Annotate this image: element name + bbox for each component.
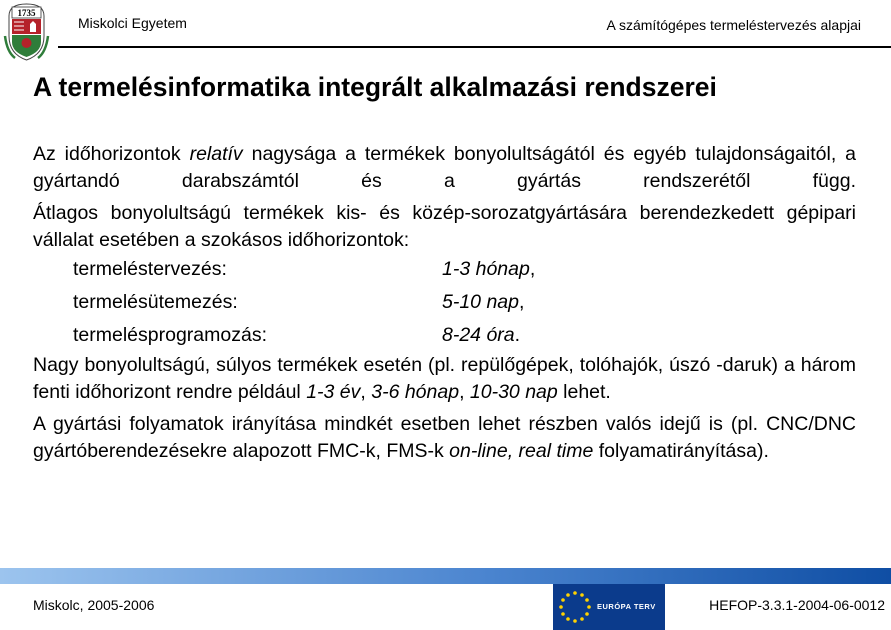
paragraph-realtime-control — [33, 411, 856, 464]
slide-body — [33, 141, 856, 470]
europa-terv-logo — [553, 584, 665, 630]
schedule-value-text: 1-3 hónap — [442, 258, 530, 281]
italic-term: relatív — [189, 143, 243, 165]
schedule-label: termelésütemezés: — [73, 291, 238, 314]
schedule-row — [33, 319, 856, 352]
schedule-value — [442, 322, 520, 349]
separator: , — [459, 380, 470, 403]
footer-location-date: Miskolc, 2005-2006 — [33, 597, 155, 613]
schedule-label: termeléstervezés: — [73, 258, 227, 281]
italic-term: on-line, real time — [449, 439, 594, 462]
italic-term: 1-3 év — [306, 380, 361, 403]
schedule-row — [33, 253, 856, 286]
italic-term: 3-6 hónap — [371, 380, 460, 403]
schedule-value — [442, 256, 535, 283]
separator: , — [360, 380, 372, 403]
schedule-value — [442, 289, 524, 316]
schedule-suffix: . — [514, 324, 521, 347]
svg-text:1735: 1735 — [17, 8, 36, 18]
italic-term: 10-30 nap — [469, 380, 558, 403]
university-crest-logo — [3, 2, 50, 62]
paragraph-typical-horizons: Átlagos bonyolultságú termékek kis- és közép-sorozatgyártására berendezkedett gépipari vállalat esetében a szokásos időhorizontok: — [33, 202, 856, 251]
schedule-suffix: , — [518, 291, 525, 314]
slide-title: A termelésinformatika integrált alkalmazási rendszerei — [33, 72, 717, 102]
footer-project-code: HEFOP-3.3.1-2004-06-0012 — [709, 597, 885, 613]
paragraph-time-horizons — [33, 141, 856, 194]
schedule-value-text: 8-24 óra — [442, 324, 515, 347]
schedule-suffix: , — [529, 258, 536, 281]
schedule-row — [33, 286, 856, 319]
header-divider — [58, 46, 891, 48]
header-course-title: A számítógépes termeléstervezés alapjai — [606, 17, 861, 33]
paragraph-text: A gyártási folyamatok irányítása mindkét esetben lehet részben valós idejű is (pl. CNC/DNC gyártóberendezésekre alapozott FMC-k, FMS-k — [33, 413, 856, 462]
header-university-name: Miskolci Egyetem — [78, 15, 187, 31]
paragraph-text: Nagy bonyolultságú, súlyos termékek esetén (pl. repülőgépek, tolóhajók, úszó -daruk) a három fenti időhorizont rendre például — [33, 354, 856, 403]
paragraph-text: folyamatirányítása). — [593, 439, 769, 462]
paragraph-heavy-products — [33, 352, 856, 405]
europa-terv-label: EURÓPA TERV — [597, 602, 656, 611]
schedule-label: termelésprogramozás: — [73, 324, 267, 347]
paragraph-text: nagysága a termékek bonyolultságától és egyéb tulajdonságaitól, a gyártandó darabszámtól és a gyártás rendszerétől függ. — [33, 143, 857, 192]
paragraph-text: Az időhorizontok — [33, 143, 190, 165]
footer-gradient-bar — [0, 568, 891, 584]
schedule-value-text: 5-10 nap — [442, 291, 519, 314]
paragraph-text: lehet. — [557, 380, 611, 403]
